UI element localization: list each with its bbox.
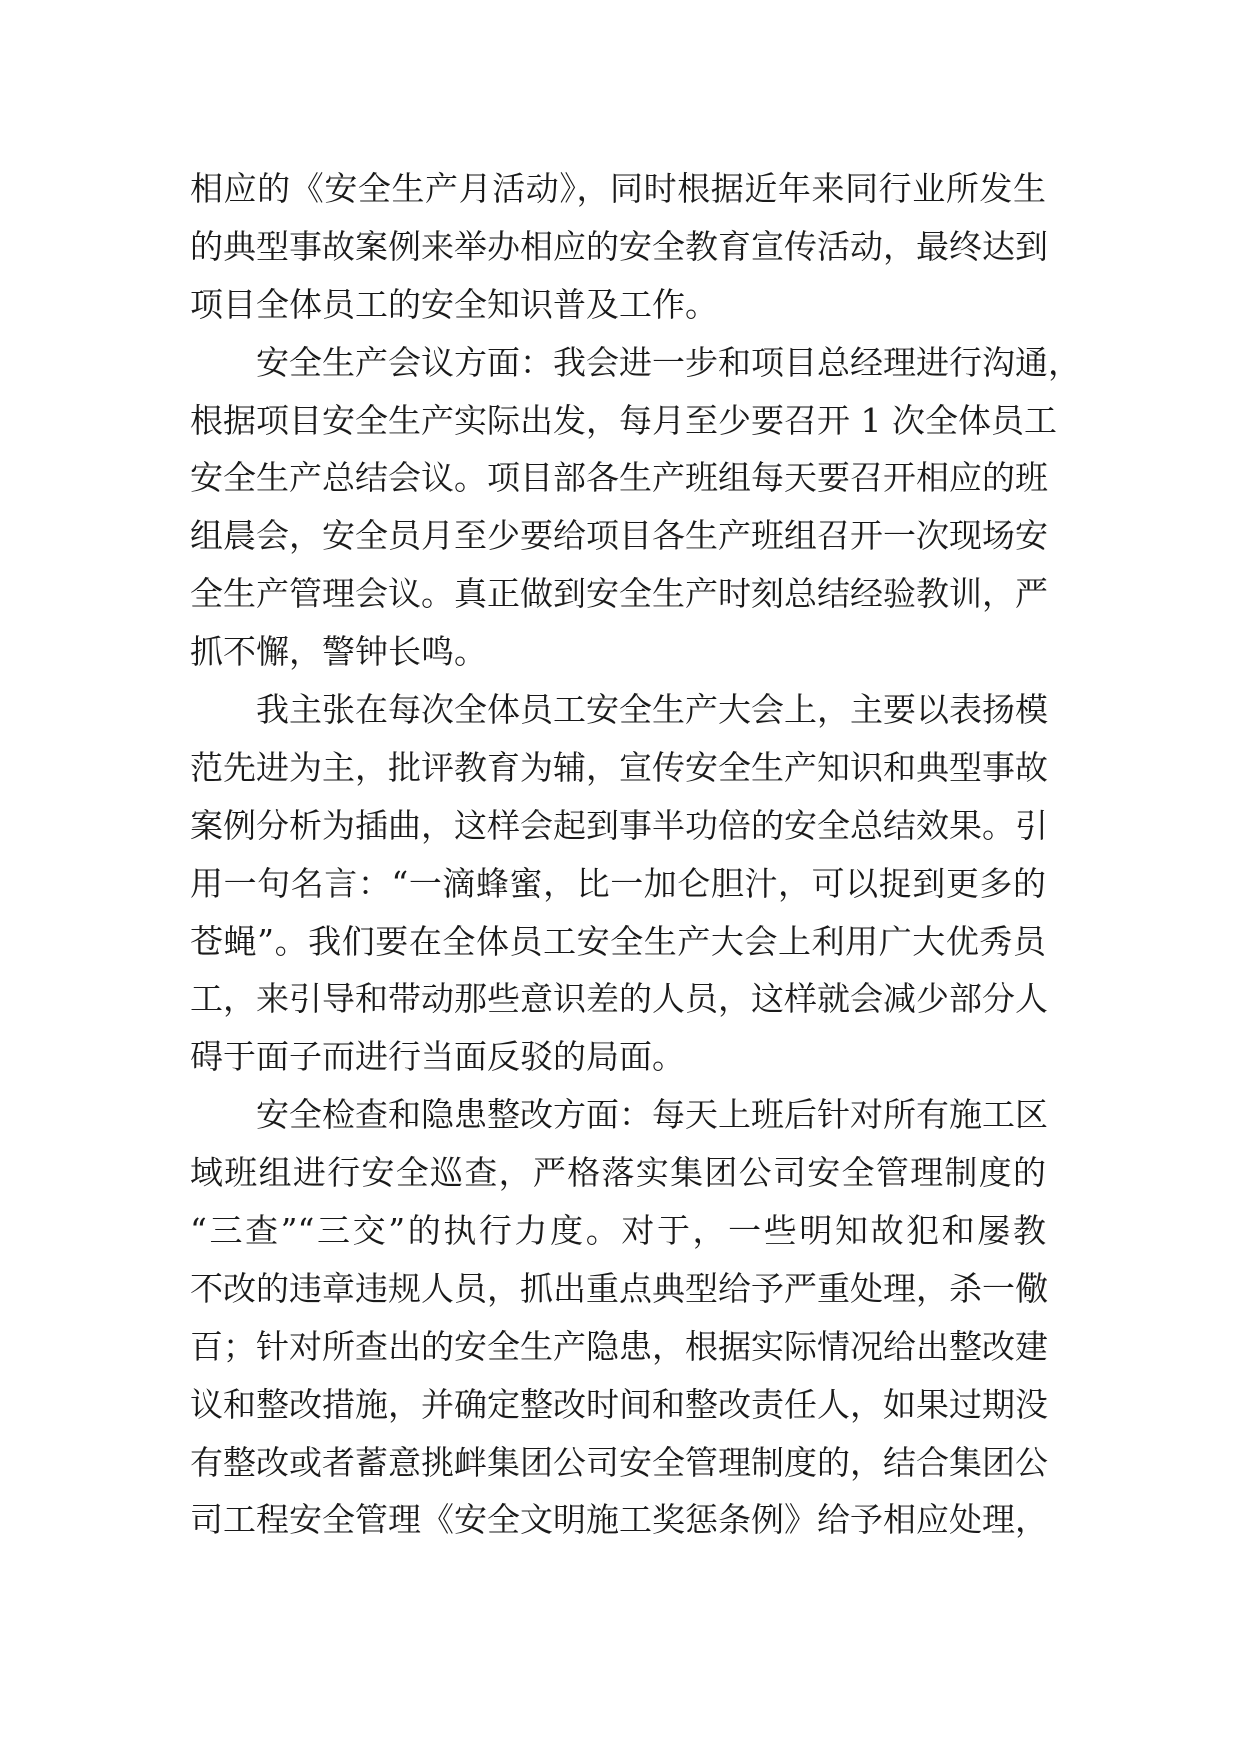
- text-line: 相应的《安全生产月活动》，同时根据近年来同行业所发生: [190, 169, 1046, 208]
- document-body: [190, 160, 1081, 1549]
- text-line: 司工程安全管理《安全文明施工奖惩条例》给予相应处理，: [190, 1500, 1048, 1540]
- paragraph-safety-meetings: [190, 334, 1081, 681]
- text-line: 议和整改措施，并确定整改时间和整改责任人，如果过期没: [190, 1384, 1048, 1424]
- text-line: 用一句名言：“一滴蜂蜜，比一加仑胆汁，可以捉到更多的: [190, 863, 1046, 903]
- text-line: 安全检查和隐患整改方面：每天上班后针对所有施工区: [256, 1095, 1048, 1135]
- text-line: 项目全体员工的安全知识普及工作。: [190, 284, 718, 324]
- text-line: 安全生产会议方面：我会进一步和项目总经理进行沟通，: [256, 342, 1081, 382]
- paragraph-safety-month-activity: [190, 160, 1046, 334]
- text-line: 我主张在每次全体员工安全生产大会上，主要以表扬模: [256, 690, 1048, 730]
- text-line: 抓不懈，警钟长鸣。: [190, 632, 487, 672]
- text-line: 全生产管理会议。真正做到安全生产时刻总结经验教训，严: [190, 574, 1048, 614]
- text-line: 范先进为主，批评教育为辅，宣传安全生产知识和典型事故: [190, 747, 1048, 787]
- text-line: 安全生产总结会议。项目部各生产班组每天要召开相应的班: [190, 458, 1048, 498]
- text-line: 工，来引导和带动那些意识差的人员，这样就会减少部分人: [190, 979, 1048, 1019]
- text-line: 百；针对所查出的安全生产隐患，根据实际情况给出整改建: [190, 1326, 1048, 1366]
- text-line: 碍于面子而进行当面反驳的局面。: [190, 1037, 685, 1077]
- text-line: 根据项目安全生产实际出发，每月至少要召开 1 次全体员工: [190, 400, 1057, 440]
- text-line: 不改的违章违规人员，抓出重点典型给予严重处理，杀一儆: [190, 1268, 1048, 1308]
- text-line: 案例分析为插曲，这样会起到事半功倍的安全总结效果。引: [190, 805, 1048, 845]
- text-line: 的典型事故案例来举办相应的安全教育宣传活动，最终达到: [190, 226, 1048, 266]
- text-line: 有整改或者蓄意挑衅集团公司安全管理制度的，结合集团公: [190, 1442, 1048, 1482]
- text-line: 域班组进行安全巡查，严格落实集团公司安全管理制度的: [190, 1153, 1046, 1193]
- paragraph-praise-and-education: [190, 681, 1046, 1086]
- text-line: 组晨会，安全员月至少要给项目各生产班组召开一次现场安: [190, 516, 1048, 556]
- paragraph-inspection-and-rectification: [190, 1086, 1046, 1549]
- text-line: 苍蝇”。我们要在全体员工安全生产大会上利用广大优秀员: [190, 921, 1046, 961]
- text-line: “三查”“三交”的执行力度。对于，一些明知故犯和屡教: [190, 1211, 1046, 1251]
